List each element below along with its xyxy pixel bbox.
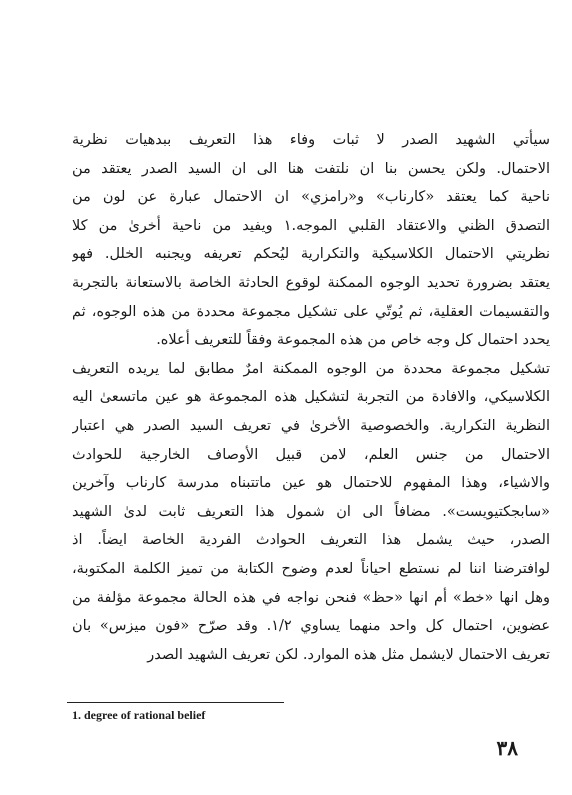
paragraph-1-line: يعتقد بضرورة تحديد الوجوه الممكنة لوقوع الحادثة الخاصة بالاستعانة بالتجربة	[72, 274, 550, 291]
paragraph-2-line: عضوين، احتمال كل واحد منهما يساوي ١/٢. وقد صرّح «فون ميزس» بان	[72, 618, 550, 635]
footnote-divider	[67, 702, 284, 703]
body-text	[72, 126, 550, 669]
paragraph-2-line: والاشياء، وهذا المفهوم للاحتمال هو عين ماتتبناه مدرسة كارناب وآخرين	[72, 475, 550, 492]
paragraph-2-line: الاحتمال من جنس العلم، لامن قبيل الأوصاف الخارجية للحوادث	[72, 446, 550, 463]
paragraph-2-line: تعريف الاحتمال لايشمل مثل هذه الموارد. لكن تعريف الشهيد الصدر	[147, 646, 550, 663]
paragraph-2-line: الصدر، حيث يشمل هذا التعريف الحوادث الفردية الخاصة ايضاً. اذ	[72, 532, 550, 549]
paragraph-1-line: يحدد احتمال كل وجه خاص من هذه المجموعة وفقاً للتعريف أعلاه.	[156, 332, 550, 349]
paragraph-2-line: الكلاسيكي، والافادة من التجربة لتشكيل هذه المجموعة هو عين ماتسعىٰ اليه	[72, 389, 550, 406]
paragraph-1-line: والتقسيمات العقلية، ثم يُوتّي على تشكيل مجموعة محددة من هذه الوجوه، ثم	[72, 303, 550, 320]
page-number: ٣٨	[496, 736, 518, 760]
paragraph-2-line: تشكيل مجموعة محددة من الوجوه الممكنة امرٌ مطابق لما يريده التعريف	[72, 360, 550, 377]
paragraph-1-line: الاحتمال. ولكن يحسن بنا ان نلتفت هنا الى ان السيد الصدر يعتقد من	[72, 160, 550, 177]
paragraph-2-line: لوافترضنا اننا لم نستطع احياناً لعدم وضوح الكتابة من تميز الكلمة المكتوبة،	[72, 560, 550, 577]
paragraph-1-line: ناحية كما يعتقد «كارناب» و«رامزي» ان الاحتمال عبارة عن لون من	[72, 189, 550, 206]
paragraph-2-line: «سابجكتيويست». مضافاً الى ان شمول هذا التعريف ثابت لدىٰ الشهيد	[72, 503, 550, 520]
paragraph-1-line: سيأتي الشهيد الصدر لا ثبات وفاء هذا التعريف ببدهيات نظرية	[72, 132, 550, 148]
paragraph-1-line: التصدق الظني والاعتقاد القلبي الموجه.١ ويفيد من ناحية أخرىٰ من كلا	[72, 217, 550, 234]
paragraph-2-line: وهل انها «خط» أم انها «حظ» فنحن نواجه في هذه الحالة مجموعة مؤلفة من	[72, 589, 550, 606]
paragraph-1-line: نظريتي الاحتمال الكلاسيكية والتكرارية ليُحكم تعريفه ويجنبه الخلل. فهو	[72, 246, 550, 263]
paragraph-2-line: النظرية التكرارية. والخصوصية الأخرىٰ في تعريف السيد الصدر هي اعتبار	[72, 417, 550, 434]
footnote: 1. degree of rational belief	[72, 708, 206, 722]
